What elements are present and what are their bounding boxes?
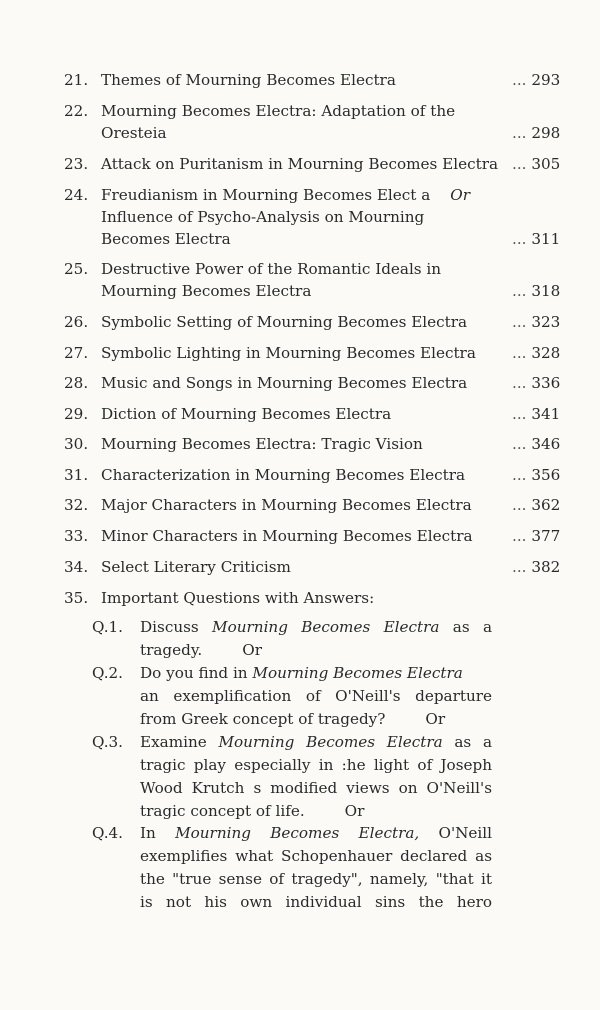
page-number-value: 328 — [531, 344, 561, 362]
toc-entry[interactable] — [0, 433, 600, 455]
or-label: Or — [450, 186, 470, 204]
toc-entry-title-line — [101, 433, 509, 455]
toc-entry-number: 23. — [64, 155, 89, 173]
question-number: Q.4. — [92, 824, 124, 842]
page-number-value: 377 — [531, 527, 561, 545]
toc-entry-title-text: Becomes Electra — [101, 230, 231, 248]
toc-entry-title-line — [101, 184, 509, 206]
toc-entry-title-text: Mourning Becomes Electra — [101, 282, 312, 300]
toc-entry-number: 21. — [64, 71, 89, 89]
toc-page-number — [512, 433, 566, 455]
toc-page-number — [512, 122, 566, 144]
toc-page-number — [512, 556, 566, 578]
toc-entry-number: 24. — [64, 186, 89, 204]
text-segment: O'Neill — [419, 824, 492, 842]
toc-entry-number: 29. — [64, 405, 89, 423]
leader-dots: ... — [512, 124, 527, 142]
toc-entry-title-text: Destructive Power of the Romantic Ideals in — [101, 260, 442, 278]
toc-entry-title-text: Characterization in Mourning Becomes Electra — [101, 466, 466, 484]
question-text — [140, 822, 492, 914]
question-item[interactable] — [0, 731, 600, 823]
text-segment: an exemplification of O'Neill's departure — [140, 687, 492, 705]
leader-dots: ... — [512, 558, 527, 576]
toc-page-number — [512, 69, 566, 91]
question-item[interactable] — [0, 616, 600, 662]
italic-title: Mourning Becomes Electra, — [175, 824, 420, 842]
toc-entry-number: 32. — [64, 496, 89, 514]
text-segment: exemplifies what Schopenhauer declared as — [140, 847, 492, 865]
leader-dots: ... — [512, 282, 527, 300]
toc-entry-number: 28. — [64, 374, 89, 392]
question-text-line — [140, 731, 492, 754]
question-text-line — [140, 891, 492, 914]
toc-entry[interactable] — [0, 556, 600, 578]
toc-entry-title — [101, 311, 509, 333]
toc-entry-title — [101, 403, 509, 425]
question-text-line — [140, 662, 492, 685]
page-number-value: 318 — [531, 282, 561, 300]
toc-page-number — [512, 464, 566, 486]
question-text — [140, 731, 492, 823]
toc-entry-number: 31. — [64, 466, 89, 484]
toc-entry[interactable] — [0, 69, 600, 91]
toc-entry-title — [101, 153, 509, 175]
text-segment: In — [140, 824, 176, 842]
text-segment: tragic concept of life. — [140, 802, 305, 820]
toc-entry-title — [101, 556, 509, 578]
toc-entry-title — [101, 494, 509, 516]
page-number-value: 298 — [531, 124, 561, 142]
toc-entry-number: 33. — [64, 527, 89, 545]
toc-entry-title-line — [101, 587, 509, 609]
toc-page-number — [512, 342, 566, 364]
page-number-value: 341 — [531, 405, 561, 423]
italic-title: Mourning Becomes Electra — [212, 618, 440, 636]
toc-entry-title — [101, 587, 509, 609]
page-number-value: 382 — [531, 558, 561, 576]
toc-entry-title-text: Select Literary Criticism — [101, 558, 291, 576]
toc-entry[interactable] — [0, 464, 600, 486]
text-segment: Wood Krutch s modified views on O'Neill's — [140, 779, 492, 797]
toc-entry-number: 35. — [64, 589, 89, 607]
leader-dots: ... — [512, 496, 527, 514]
toc-entry-title — [101, 372, 509, 394]
toc-entry-number: 30. — [64, 435, 89, 453]
toc-entry-title — [101, 258, 509, 302]
toc-entry-title-line — [101, 342, 509, 364]
leader-dots: ... — [512, 527, 527, 545]
toc-page-number — [512, 311, 566, 333]
toc-entry-title-text: Themes of Mourning Becomes Electra — [101, 71, 396, 89]
toc-entry-title-text: Influence of Psycho-Analysis on Mourning — [101, 208, 425, 226]
toc-entry[interactable] — [0, 100, 600, 144]
toc-entry[interactable] — [0, 184, 600, 250]
question-text-line — [140, 754, 492, 777]
toc-entry-title-line — [101, 228, 509, 250]
question-text — [140, 616, 492, 662]
text-segment: as a — [439, 618, 493, 636]
toc-entry-title-text: Music and Songs in Mourning Becomes Electra — [101, 374, 468, 392]
page-number-value: 362 — [531, 496, 561, 514]
toc-entry-title — [101, 342, 509, 364]
toc-entry-title-text: Mourning Becomes Electra: Tragic Vision — [101, 435, 423, 453]
page-number-value: 346 — [531, 435, 561, 453]
toc-entry-title-text: Symbolic Lighting in Mourning Becomes Electra — [101, 344, 476, 362]
or-label: Or — [425, 710, 446, 728]
question-text-line — [140, 868, 492, 891]
page-number-value: 311 — [531, 230, 561, 248]
toc-entry[interactable] — [0, 258, 600, 302]
toc-page-number — [512, 494, 566, 516]
toc-entry[interactable] — [0, 342, 600, 364]
toc-entry-title — [101, 525, 509, 547]
question-item[interactable] — [0, 662, 600, 731]
toc-entry[interactable] — [0, 525, 600, 547]
question-number: Q.2. — [92, 664, 124, 682]
leader-dots: ... — [512, 374, 527, 392]
toc-entry-title-line — [101, 464, 509, 486]
italic-title: Mourning Becomes Electra — [252, 664, 463, 682]
toc-entry-title-line — [101, 258, 509, 280]
text-segment: tragic play especially in :he light of Joseph — [140, 756, 492, 774]
leader-dots: ... — [512, 313, 527, 331]
toc-entry-title-line — [101, 100, 509, 122]
question-text-line — [140, 639, 492, 662]
text-segment: tragedy. — [140, 641, 203, 659]
toc-entry-title-text: Freudianism in Mourning Becomes Elect a — [101, 186, 431, 204]
toc-entry-title-text: Diction of Mourning Becomes Electra — [101, 405, 392, 423]
toc-entry-title-text: Important Questions with Answers: — [101, 589, 375, 607]
question-text-line — [140, 685, 492, 708]
toc-page-number — [512, 403, 566, 425]
toc-entry[interactable] — [0, 494, 600, 516]
toc-entry-title — [101, 464, 509, 486]
leader-dots: ... — [512, 344, 527, 362]
toc-entry-number: 26. — [64, 313, 89, 331]
or-label: Or — [344, 802, 365, 820]
question-text-line — [140, 845, 492, 868]
toc-entry-title — [101, 184, 509, 250]
toc-entry-title-line — [101, 556, 509, 578]
question-text-line — [140, 800, 492, 823]
toc-entry-title-line — [101, 372, 509, 394]
text-segment: the "true sense of tragedy", namely, "that it — [140, 870, 492, 888]
leader-dots: ... — [512, 435, 527, 453]
toc-entry-title-line — [101, 311, 509, 333]
question-number: Q.1. — [92, 618, 124, 636]
question-text-line — [140, 822, 492, 845]
question-item[interactable] — [0, 822, 600, 914]
toc-entry-title — [101, 433, 509, 455]
leader-dots: ... — [512, 466, 527, 484]
text-segment: Discuss — [140, 618, 213, 636]
question-text-line — [140, 777, 492, 800]
toc-entry-title-line — [101, 494, 509, 516]
leader-dots: ... — [512, 405, 527, 423]
toc-entry-title-text: Oresteia — [101, 124, 167, 142]
toc-entry[interactable] — [0, 311, 600, 333]
toc-entry-title-line — [101, 206, 509, 228]
toc-entry-title-line — [101, 280, 509, 302]
toc-entry[interactable] — [0, 372, 600, 394]
toc-entry-title-text: Mourning Becomes Electra: Adaptation of the — [101, 102, 456, 120]
leader-dots: ... — [512, 155, 527, 173]
toc-entry-title-line — [101, 153, 509, 175]
toc-page-number — [512, 525, 566, 547]
page-number-value: 293 — [531, 71, 561, 89]
page-number-value: 305 — [531, 155, 561, 173]
text-segment: Do you find in — [140, 664, 253, 682]
leader-dots: ... — [512, 230, 527, 248]
toc-page-number — [512, 372, 566, 394]
toc-entry-title-text: Minor Characters in Mourning Becomes Electra — [101, 527, 473, 545]
toc-entry[interactable] — [0, 587, 600, 609]
toc-entry-title-text: Symbolic Setting of Mourning Becomes Electra — [101, 313, 468, 331]
toc-page-number — [512, 280, 566, 302]
toc-page-number — [512, 228, 566, 250]
toc-entry-title — [101, 100, 509, 144]
page-number-value: 323 — [531, 313, 561, 331]
text-segment: as a — [442, 733, 492, 751]
or-label: Or — [242, 641, 262, 659]
toc-entry-title-line — [101, 403, 509, 425]
text-segment: from Greek concept of tragedy? — [140, 710, 386, 728]
toc-entry-title-line — [101, 69, 509, 91]
toc-entry-title-line — [101, 122, 509, 144]
question-text-line — [140, 616, 492, 639]
question-text-line — [140, 708, 492, 731]
toc-entry-number: 27. — [64, 344, 89, 362]
toc-entry-title-line — [101, 525, 509, 547]
italic-title: Mourning Becomes Electra — [218, 733, 443, 751]
question-text — [140, 662, 492, 731]
toc-entry[interactable] — [0, 403, 600, 425]
toc-entry-number: 22. — [64, 102, 89, 120]
toc-entry[interactable] — [0, 153, 600, 175]
page-number-value: 336 — [531, 374, 561, 392]
text-segment: Examine — [140, 733, 219, 751]
leader-dots: ... — [512, 71, 527, 89]
toc-entry-title-text: Major Characters in Mourning Becomes Electra — [101, 496, 472, 514]
toc-entry-title-text: Attack on Puritanism in Mourning Becomes Electra — [101, 155, 499, 173]
text-segment: is not his own individual sins the hero — [140, 893, 492, 911]
toc-entry-number: 34. — [64, 558, 89, 576]
toc-entry-title — [101, 69, 509, 91]
toc-page-number — [512, 153, 566, 175]
question-number: Q.3. — [92, 733, 124, 751]
page-number-value: 356 — [531, 466, 561, 484]
toc-entry-number: 25. — [64, 260, 89, 278]
